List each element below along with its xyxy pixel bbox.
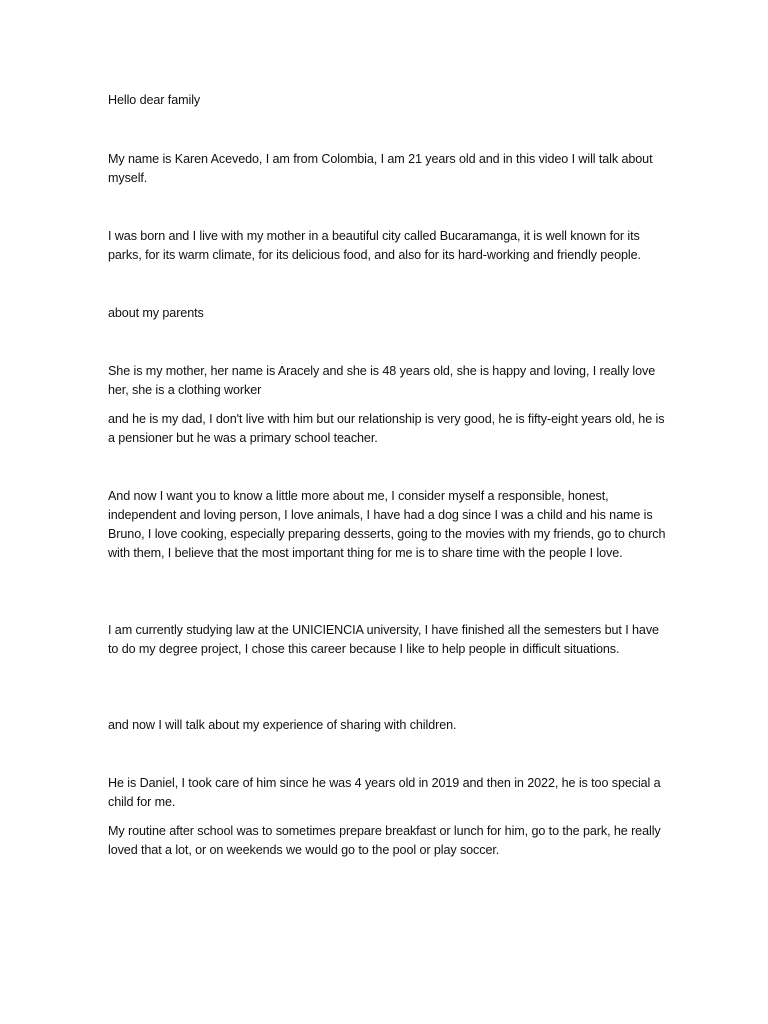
- about-me-paragraph: And now I want you to know a little more about me, I consider myself a responsible, honest, independent and loving person, I love animals, I have had a dog since I was a child and his name is Bruno, I love cooking, especially preparing desserts, going to the movies with my friends, go to church with them, I believe that the most important thing for me is to share time with the people I love.: [108, 489, 666, 560]
- mother-paragraph: She is my mother, her name is Aracely and she is 48 years old, she is happy and loving, I really love her, she is a clothing worker: [108, 364, 656, 397]
- studies-paragraph: I am currently studying law at the UNICIENCIA university, I have finished all the semesters but I have to do my degree project, I chose this career because I like to help people in difficult situations.: [108, 623, 659, 656]
- greeting-paragraph: Hello dear family: [108, 93, 201, 107]
- hometown-paragraph: I was born and I live with my mother in a beautiful city called Bucaramanga, it is well known for its parks, for its warm climate, for its delicious food, and also for its hard-working and friendly people.: [108, 229, 641, 262]
- children-intro-paragraph: and now I will talk about my experience of sharing with children.: [108, 718, 457, 732]
- father-paragraph: and he is my dad, I don't live with him but our relationship is very good, he is fifty-eight years old, he is a pensioner but he was a primary school teacher.: [108, 412, 665, 445]
- intro-paragraph: My name is Karen Acevedo, I am from Colombia, I am 21 years old and in this video I will talk about myself.: [108, 152, 653, 185]
- parents-heading: about my parents: [108, 306, 204, 320]
- daniel-paragraph: He is Daniel, I took care of him since he was 4 years old in 2019 and then in 2022, he is too special a child for me.: [108, 776, 661, 809]
- routine-paragraph: My routine after school was to sometimes prepare breakfast or lunch for him, go to the park, he really loved that a lot, or on weekends we would go to the pool or play soccer.: [108, 824, 661, 857]
